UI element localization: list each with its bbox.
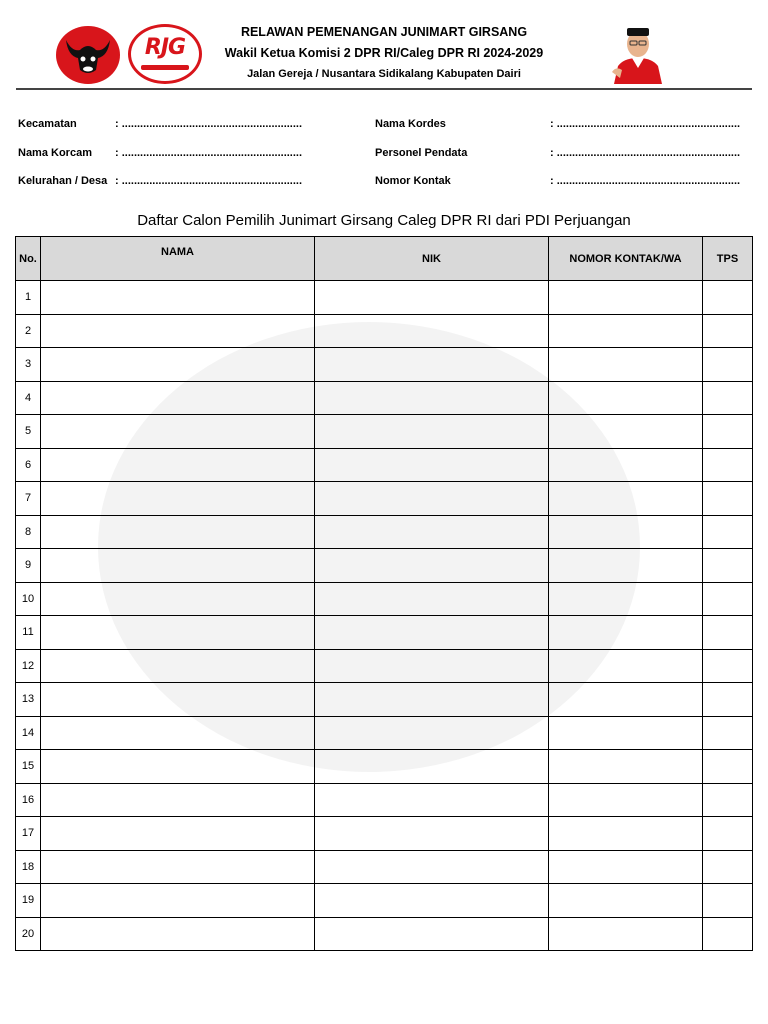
cell-tps[interactable]: [703, 750, 753, 784]
org-address: Jalan Gereja / Nusantara Sidikalang Kabupaten Dairi: [247, 68, 521, 80]
cell-nik[interactable]: [315, 549, 549, 583]
table-row: [16, 817, 753, 851]
row-number: 5: [16, 415, 41, 449]
cell-nomor-kontak[interactable]: [549, 850, 703, 884]
document-title: Daftar Calon Pemilih Junimart Girsang Caleg DPR RI dari PDI Perjuangan: [137, 212, 631, 229]
candidate-photo: [610, 20, 666, 84]
cell-nomor-kontak[interactable]: [549, 482, 703, 516]
col-header-nik: NIK: [315, 237, 549, 281]
row-number: 6: [16, 448, 41, 482]
cell-nama[interactable]: [41, 381, 315, 415]
cell-nama[interactable]: [41, 281, 315, 315]
row-number: 2: [16, 314, 41, 348]
cell-tps[interactable]: [703, 850, 753, 884]
cell-nomor-kontak[interactable]: [549, 783, 703, 817]
field-input[interactable]: : ............................................................: [550, 118, 741, 130]
cell-tps[interactable]: [703, 917, 753, 951]
table-row: [16, 850, 753, 884]
row-number: 13: [16, 683, 41, 717]
col-header-nomor-kontak: NOMOR KONTAK/WA: [549, 237, 703, 281]
cell-nomor-kontak[interactable]: [549, 348, 703, 382]
table-row: [16, 314, 753, 348]
cell-nama[interactable]: [41, 716, 315, 750]
cell-nik[interactable]: [315, 884, 549, 918]
cell-tps[interactable]: [703, 683, 753, 717]
row-number: 1: [16, 281, 41, 315]
cell-nama[interactable]: [41, 448, 315, 482]
field-label: Kecamatan: [18, 118, 77, 130]
letterhead: [0, 0, 768, 90]
cell-tps[interactable]: [703, 817, 753, 851]
cell-nik[interactable]: [315, 817, 549, 851]
org-subtitle: Wakil Ketua Komisi 2 DPR RI/Caleg DPR RI 2024-2029: [224, 46, 544, 60]
cell-nomor-kontak[interactable]: [549, 649, 703, 683]
field-input[interactable]: : ...........................................................: [115, 118, 303, 130]
col-header-nama: NAMA: [41, 237, 315, 281]
cell-nomor-kontak[interactable]: [549, 582, 703, 616]
row-number: 20: [16, 917, 41, 951]
cell-nik[interactable]: [315, 683, 549, 717]
field-label: Personel Pendata: [375, 147, 468, 159]
table-row: [16, 549, 753, 583]
cell-nomor-kontak[interactable]: [549, 515, 703, 549]
row-number: 4: [16, 381, 41, 415]
rjg-logo-banner: [141, 65, 189, 70]
cell-tps[interactable]: [703, 549, 753, 583]
cell-nomor-kontak[interactable]: [549, 616, 703, 650]
cell-nomor-kontak[interactable]: [549, 314, 703, 348]
cell-tps[interactable]: [703, 314, 753, 348]
row-number: 19: [16, 884, 41, 918]
field-label: Nomor Kontak: [375, 175, 451, 187]
cell-nama[interactable]: [41, 917, 315, 951]
cell-nomor-kontak[interactable]: [549, 884, 703, 918]
row-number: 8: [16, 515, 41, 549]
cell-nik[interactable]: [315, 381, 549, 415]
cell-nomor-kontak[interactable]: [549, 683, 703, 717]
table-row: [16, 783, 753, 817]
cell-nama[interactable]: [41, 348, 315, 382]
table-row: [16, 716, 753, 750]
cell-nomor-kontak[interactable]: [549, 917, 703, 951]
row-number: 17: [16, 817, 41, 851]
cell-nik[interactable]: [315, 482, 549, 516]
row-number: 7: [16, 482, 41, 516]
cell-nik[interactable]: [315, 716, 549, 750]
letterhead-text: [200, 24, 568, 81]
table-row: [16, 616, 753, 650]
cell-nama[interactable]: [41, 314, 315, 348]
table-row: [16, 482, 753, 516]
cell-tps[interactable]: [703, 884, 753, 918]
cell-nama[interactable]: [41, 884, 315, 918]
table-row: [16, 750, 753, 784]
cell-tps[interactable]: [703, 281, 753, 315]
row-number: 16: [16, 783, 41, 817]
cell-nama[interactable]: [41, 549, 315, 583]
cell-tps[interactable]: [703, 616, 753, 650]
voter-table: [15, 236, 753, 951]
cell-nomor-kontak[interactable]: [549, 381, 703, 415]
field-label: Nama Kordes: [375, 118, 446, 130]
cell-tps[interactable]: [703, 783, 753, 817]
table-row: [16, 281, 753, 315]
cell-nik[interactable]: [315, 616, 549, 650]
cell-tps[interactable]: [703, 381, 753, 415]
cell-nik[interactable]: [315, 448, 549, 482]
cell-nama[interactable]: [41, 817, 315, 851]
cell-nama[interactable]: [41, 783, 315, 817]
table-row: [16, 582, 753, 616]
cell-nama[interactable]: [41, 750, 315, 784]
field-label: Nama Korcam: [18, 147, 92, 159]
rjg-logo: [128, 24, 202, 84]
row-number: 3: [16, 348, 41, 382]
cell-nik[interactable]: [315, 281, 549, 315]
table-row: [16, 917, 753, 951]
cell-nama[interactable]: [41, 616, 315, 650]
cell-nomor-kontak[interactable]: [549, 750, 703, 784]
row-number: 10: [16, 582, 41, 616]
cell-nama[interactable]: [41, 415, 315, 449]
table-row: [16, 683, 753, 717]
table-row: [16, 415, 753, 449]
cell-nik[interactable]: [315, 750, 549, 784]
cell-nik[interactable]: [315, 348, 549, 382]
cell-nomor-kontak[interactable]: [549, 415, 703, 449]
rjg-logo-text: RJG: [144, 35, 186, 60]
cell-nik[interactable]: [315, 783, 549, 817]
cell-tps[interactable]: [703, 448, 753, 482]
cell-tps[interactable]: [703, 649, 753, 683]
row-number: 12: [16, 649, 41, 683]
cell-tps[interactable]: [703, 716, 753, 750]
field-input[interactable]: : ...........................................................: [115, 147, 303, 159]
cell-nik[interactable]: [315, 917, 549, 951]
row-number: 9: [16, 549, 41, 583]
cell-tps[interactable]: [703, 582, 753, 616]
cell-nik[interactable]: [315, 314, 549, 348]
row-number: 18: [16, 850, 41, 884]
table-row: [16, 381, 753, 415]
cell-nomor-kontak[interactable]: [549, 281, 703, 315]
cell-nama[interactable]: [41, 683, 315, 717]
cell-nomor-kontak[interactable]: [549, 448, 703, 482]
table-row: [16, 515, 753, 549]
cell-nama[interactable]: [41, 850, 315, 884]
row-number: 11: [16, 616, 41, 650]
cell-nomor-kontak[interactable]: [549, 817, 703, 851]
cell-nik[interactable]: [315, 515, 549, 549]
cell-nama[interactable]: [41, 582, 315, 616]
cell-nomor-kontak[interactable]: [549, 716, 703, 750]
table-row: [16, 649, 753, 683]
field-label: Kelurahan / Desa: [18, 175, 108, 187]
table-row: [16, 348, 753, 382]
field-input[interactable]: : ............................................................: [550, 147, 741, 159]
cell-nik[interactable]: [315, 582, 549, 616]
header-divider: [16, 88, 752, 90]
table-row: [16, 884, 753, 918]
cell-nama[interactable]: [41, 482, 315, 516]
cell-nomor-kontak[interactable]: [549, 549, 703, 583]
cell-nik[interactable]: [315, 415, 549, 449]
cell-tps[interactable]: [703, 482, 753, 516]
org-title: RELAWAN PEMENANGAN JUNIMART GIRSANG: [240, 25, 528, 39]
field-input[interactable]: : ...........................................................: [115, 175, 303, 187]
cell-tps[interactable]: [703, 515, 753, 549]
cell-tps[interactable]: [703, 348, 753, 382]
cell-nama[interactable]: [41, 649, 315, 683]
row-number: 15: [16, 750, 41, 784]
cell-nama[interactable]: [41, 515, 315, 549]
cell-nik[interactable]: [315, 850, 549, 884]
col-header-no: No.: [16, 237, 41, 281]
cell-tps[interactable]: [703, 415, 753, 449]
field-input[interactable]: : ............................................................: [550, 175, 741, 187]
pdi-bull-logo-icon: [56, 26, 120, 84]
col-header-tps: TPS: [703, 237, 753, 281]
table-header-row: [16, 237, 753, 281]
row-number: 14: [16, 716, 41, 750]
table-row: [16, 448, 753, 482]
cell-nik[interactable]: [315, 649, 549, 683]
